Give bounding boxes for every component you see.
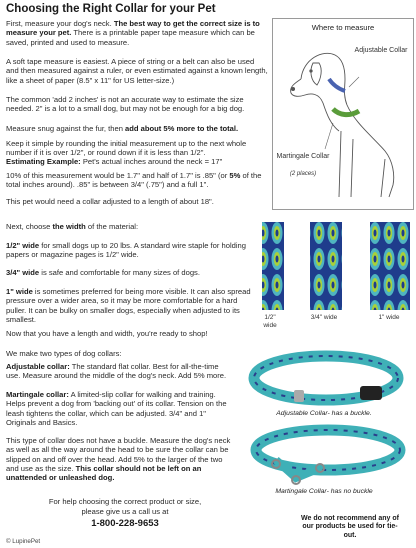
one-inch-swatch bbox=[370, 222, 410, 310]
help-block bbox=[20, 497, 230, 529]
collar-length-paragraph: This pet would need a collar adjusted to a length of about 18". bbox=[6, 197, 214, 206]
martingale-collar-paragraph: Martingale collar: A limited-slip collar for walking and training. Helps prevent a dog from 'backing out' of its collar. Tension on the leash tightens the collar, which can be adjusted. 3/4" and 1" Originals and Basics. bbox=[6, 390, 227, 427]
phone-number[interactable]: 1-800-228-9653 bbox=[91, 518, 159, 529]
width-intro: Next, choose the width of the material: bbox=[6, 222, 139, 231]
adjustable-caption: Adjustable Collar- has a buckle. bbox=[276, 410, 372, 417]
where-to-measure-heading: Where to measure bbox=[311, 23, 375, 32]
collar-types-intro: We make two types of dog collars: bbox=[6, 349, 122, 358]
martingale-collar-label: Martingale Collar bbox=[276, 153, 330, 160]
rounding-paragraph: Keep it simple by rounding the initial measurement up to the next whole number if it is over 1/2", or round down if it is less than 1/2". bbox=[6, 139, 247, 158]
half-inch-swatch bbox=[262, 222, 284, 310]
adjustable-collar-paragraph: Adjustable collar: The standard flat collar. Best for all-the-time use. Measure around the middle of the dog's neck. Add 5% more. bbox=[6, 362, 227, 381]
three-quarter-paragraph: 3/4" wide is safe and comfortable for many sizes of dogs. bbox=[6, 268, 200, 277]
martingale-collar-photo bbox=[236, 420, 412, 486]
page-title: Choosing the Right Collar for your Pet bbox=[6, 3, 216, 15]
where-to-measure-box bbox=[272, 18, 414, 210]
adjustable-collar-photo bbox=[236, 344, 412, 410]
tie-out-warning: We do not recommend any of our products be used for tie-out. bbox=[301, 515, 399, 539]
martingale-caption: Martingale Collar- has no buckle bbox=[275, 488, 373, 495]
three-quarter-swatch bbox=[310, 222, 342, 310]
measure-snug-paragraph: Measure snug against the fur, then add about 5% more to the total. bbox=[6, 124, 239, 133]
add-two-inches-paragraph: The common 'add 2 inches' is not an accurate way to estimate the size needed. 2" is a lot to a small dog, but may not be enough for a big dog. bbox=[6, 95, 245, 114]
no-buckle-paragraph: This type of collar does not have a buckle. Measure the dog's neck as well as all the way around the head to be sure the collar can be slipped on and off over the head. Add 5% to the larger of the two and use as the size. This collar should not be left on an unattended or unleashed dog. bbox=[6, 436, 231, 483]
intro-paragraph: First, measure your dog's neck. The best way to get the correct size is to measure your pet. There is a printable paper tape measure which can be saved, printed and used to measure. bbox=[6, 19, 260, 47]
ready-to-shop: Now that you have a length and width, you're ready to shop! bbox=[6, 329, 208, 338]
help-line-1: For help choosing the correct product or size, bbox=[48, 497, 202, 506]
tape-measure-paragraph: A soft tape measure is easiest. A piece of string or a belt can also be used and then measured against a ruler, or even estimated against a known length, like a sheet of paper (8.5" x 11" for US letter-size.) bbox=[6, 57, 268, 85]
swatch-label-one: 1" wide bbox=[378, 314, 400, 321]
half-inch-paragraph: 1/2" wide for small dogs up to 20 lbs. A standard wire staple for holding papers or magazine pages is 1/2" wide. bbox=[6, 241, 246, 260]
width-swatches bbox=[256, 220, 412, 312]
estimating-example: Estimating Example: Pet's actual inches around the neck = 17" bbox=[6, 157, 223, 166]
adjustable-collar-label: Adjustable Collar bbox=[354, 47, 408, 54]
swatch-label-three-quarter: 3/4" wide bbox=[310, 314, 338, 321]
help-line-2: please give us a call us at bbox=[81, 506, 169, 516]
one-inch-paragraph: 1" wide is sometimes preferred for being more visible. It can also spread pressure over a wider area, so it may be more comfortable for a hard puller. It can be bulky on smaller dogs, especially when adjusted to its smallest. bbox=[6, 287, 251, 324]
ten-percent-paragraph: 10% of this measurement would be 1.7" and half of 1.7" is .85" (or 5% of the total inches around). .85" is between 3/4" (.75") and a full 1". bbox=[6, 171, 262, 190]
two-places-note: (2 places) bbox=[289, 171, 317, 177]
swatch-label-half: 1/2" wide bbox=[263, 314, 277, 329]
copyright: © LupinePet bbox=[6, 538, 41, 545]
